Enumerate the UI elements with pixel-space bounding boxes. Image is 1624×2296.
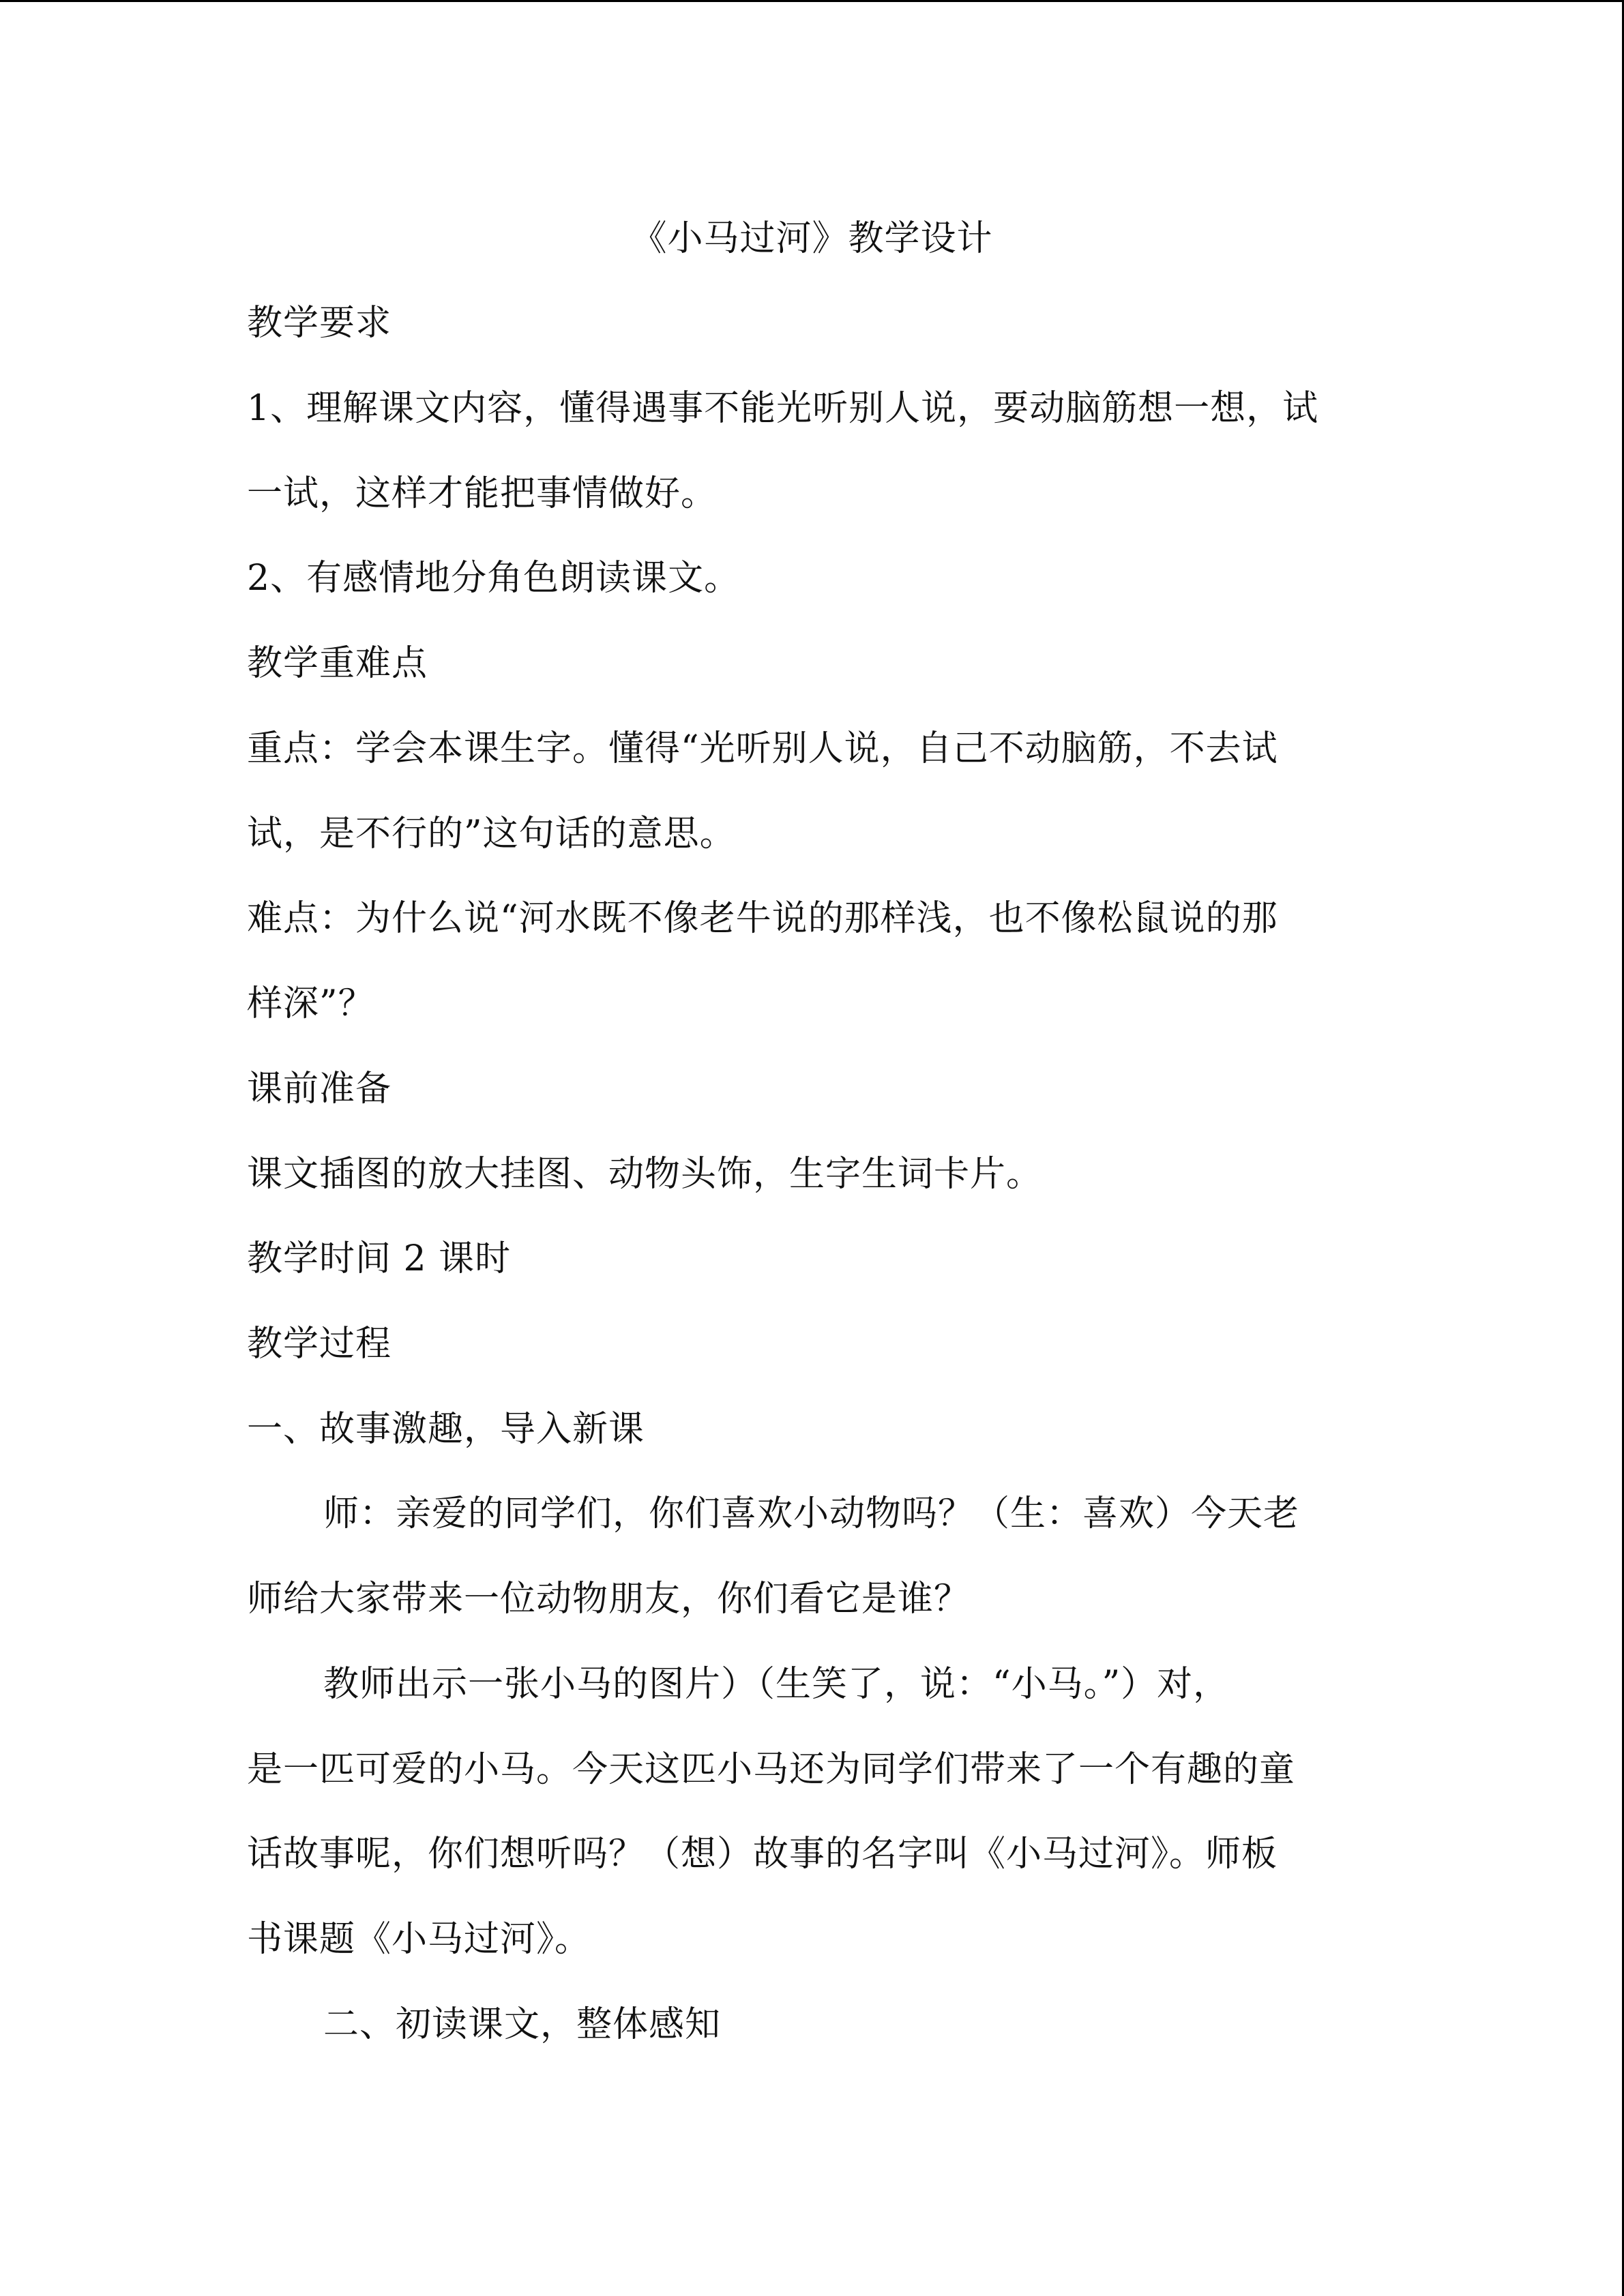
- key-point-line-2: 试，是不行的”这句话的意思。: [247, 814, 736, 854]
- preparation-text: 课文插图的放大挂图、动物头饰，生字生词卡片。: [247, 1154, 1043, 1195]
- key-point-line-1: 重点：学会本课生字。懂得“光听别人说，自己不动脑筋，不去试: [247, 728, 1278, 769]
- section-2-heading: 二、初读课文，整体感知: [323, 2004, 722, 2045]
- difficult-point-line-1: 难点：为什么说“河水既不像老牛说的那样浅，也不像松鼠说的那: [247, 898, 1278, 939]
- requirement-2: 2、有感情地分角色朗读课文。: [247, 558, 741, 599]
- heading-key-difficult-points: 教学重难点: [247, 643, 428, 684]
- requirement-1-line-2: 一试，这样才能把事情做好。: [247, 473, 718, 514]
- paragraph-2-line-1: 教师出示一张小马的图片）（生笑了，说：“小马。”）对，: [323, 1664, 1230, 1705]
- heading-preparation: 课前准备: [247, 1069, 392, 1109]
- paragraph-1-line-2: 师给大家带来一位动物朋友，你们看它是谁？: [247, 1579, 971, 1620]
- paragraph-1-line-1: 师：亲爱的同学们，你们喜欢小动物吗？（生：喜欢）今天老: [323, 1493, 1300, 1534]
- teaching-time: 教学时间 2 课时: [247, 1238, 512, 1279]
- paragraph-2-line-4: 书课题《小马过河》。: [247, 1919, 591, 1960]
- paragraph-2-line-2: 是一匹可爱的小马。今天这匹小马还为同学们带来了一个有趣的童: [247, 1749, 1296, 1790]
- heading-teaching-process: 教学过程: [247, 1324, 392, 1365]
- page-top-border: [0, 0, 1624, 2]
- difficult-point-line-2: 样深”？: [247, 983, 374, 1024]
- requirement-1-line-1: 1、理解课文内容，懂得遇事不能光听别人说，要动脑筋想一想，试: [247, 388, 1319, 429]
- section-1-heading: 一、故事激趣，导入新课: [247, 1409, 645, 1450]
- heading-teaching-requirements: 教学要求: [247, 303, 392, 344]
- paragraph-2-line-3: 话故事呢，你们想听吗？（想）故事的名字叫《小马过河》。师板: [247, 1834, 1278, 1875]
- document-title: 《小马过河》教学设计: [631, 218, 993, 259]
